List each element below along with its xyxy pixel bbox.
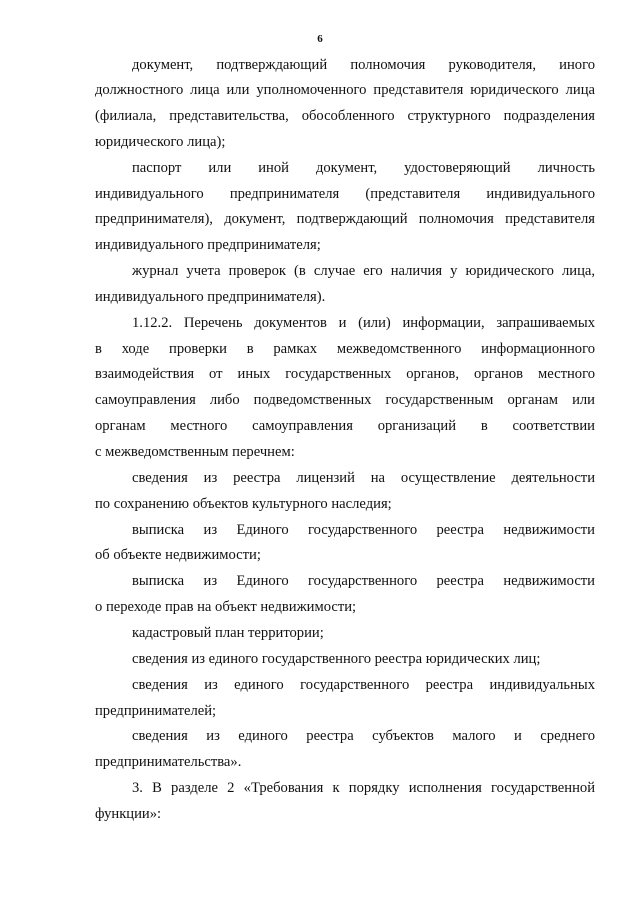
text-line: сведения из единого государственного реестра юридических лиц;	[132, 651, 541, 667]
text-line: в ходе проверки в рамках межведомственного информационного	[95, 341, 595, 357]
text-line: выписка из Единого государственного реестра недвижимости	[132, 522, 595, 538]
page-number: 6	[317, 33, 323, 45]
text-line: индивидуального предпринимателя).	[95, 289, 326, 305]
text-line: с межведомственным перечнем:	[95, 444, 295, 460]
text-line: 3. В разделе 2 «Требования к порядку исполнения государственной	[132, 780, 595, 796]
text-line: (филиала, представительства, обособленного структурного подразделения	[95, 108, 595, 124]
text-line: сведения из единого реестра субъектов малого и среднего	[132, 728, 595, 744]
text-line: сведения из единого государственного реестра индивидуальных	[132, 677, 595, 693]
text-line: предпринимателя), документ, подтверждающий полномочия представителя	[95, 211, 595, 227]
text-line: юридического лица);	[95, 134, 226, 150]
text-line: о переходе прав на объект недвижимости;	[95, 599, 357, 615]
text-line: функции»:	[95, 806, 162, 822]
text-line: паспорт или иной документ, удостоверяющий личность	[132, 160, 595, 176]
text-line: кадастровый план территории;	[132, 625, 324, 641]
text-line: выписка из Единого государственного реестра недвижимости	[132, 573, 595, 589]
text-line: сведения из реестра лицензий на осуществление деятельности	[132, 470, 595, 486]
text-line: об объекте недвижимости;	[95, 547, 261, 563]
text-line: документ, подтверждающий полномочия руководителя, иного	[132, 57, 595, 73]
text-line: предпринимателей;	[95, 703, 217, 719]
text-line: журнал учета проверок (в случае его наличия у юридического лица,	[132, 263, 595, 279]
text-line: самоуправления либо подведомственных государственным органам или	[95, 392, 595, 408]
text-line: индивидуального предпринимателя (представителя индивидуального	[95, 186, 595, 202]
text-line: органам местного самоуправления организаций в соответствии	[95, 418, 595, 434]
text-line: индивидуального предпринимателя;	[95, 237, 321, 253]
text-line: предпринимательства».	[95, 754, 242, 770]
text-line: взаимодействия от иных государственных органов, органов местного	[95, 366, 595, 382]
text-line: должностного лица или уполномоченного представителя юридического лица	[95, 82, 595, 98]
text-line: 1.12.2. Перечень документов и (или) информации, запрашиваемых	[132, 315, 595, 331]
text-line: по сохранению объектов культурного наследия;	[95, 496, 392, 512]
